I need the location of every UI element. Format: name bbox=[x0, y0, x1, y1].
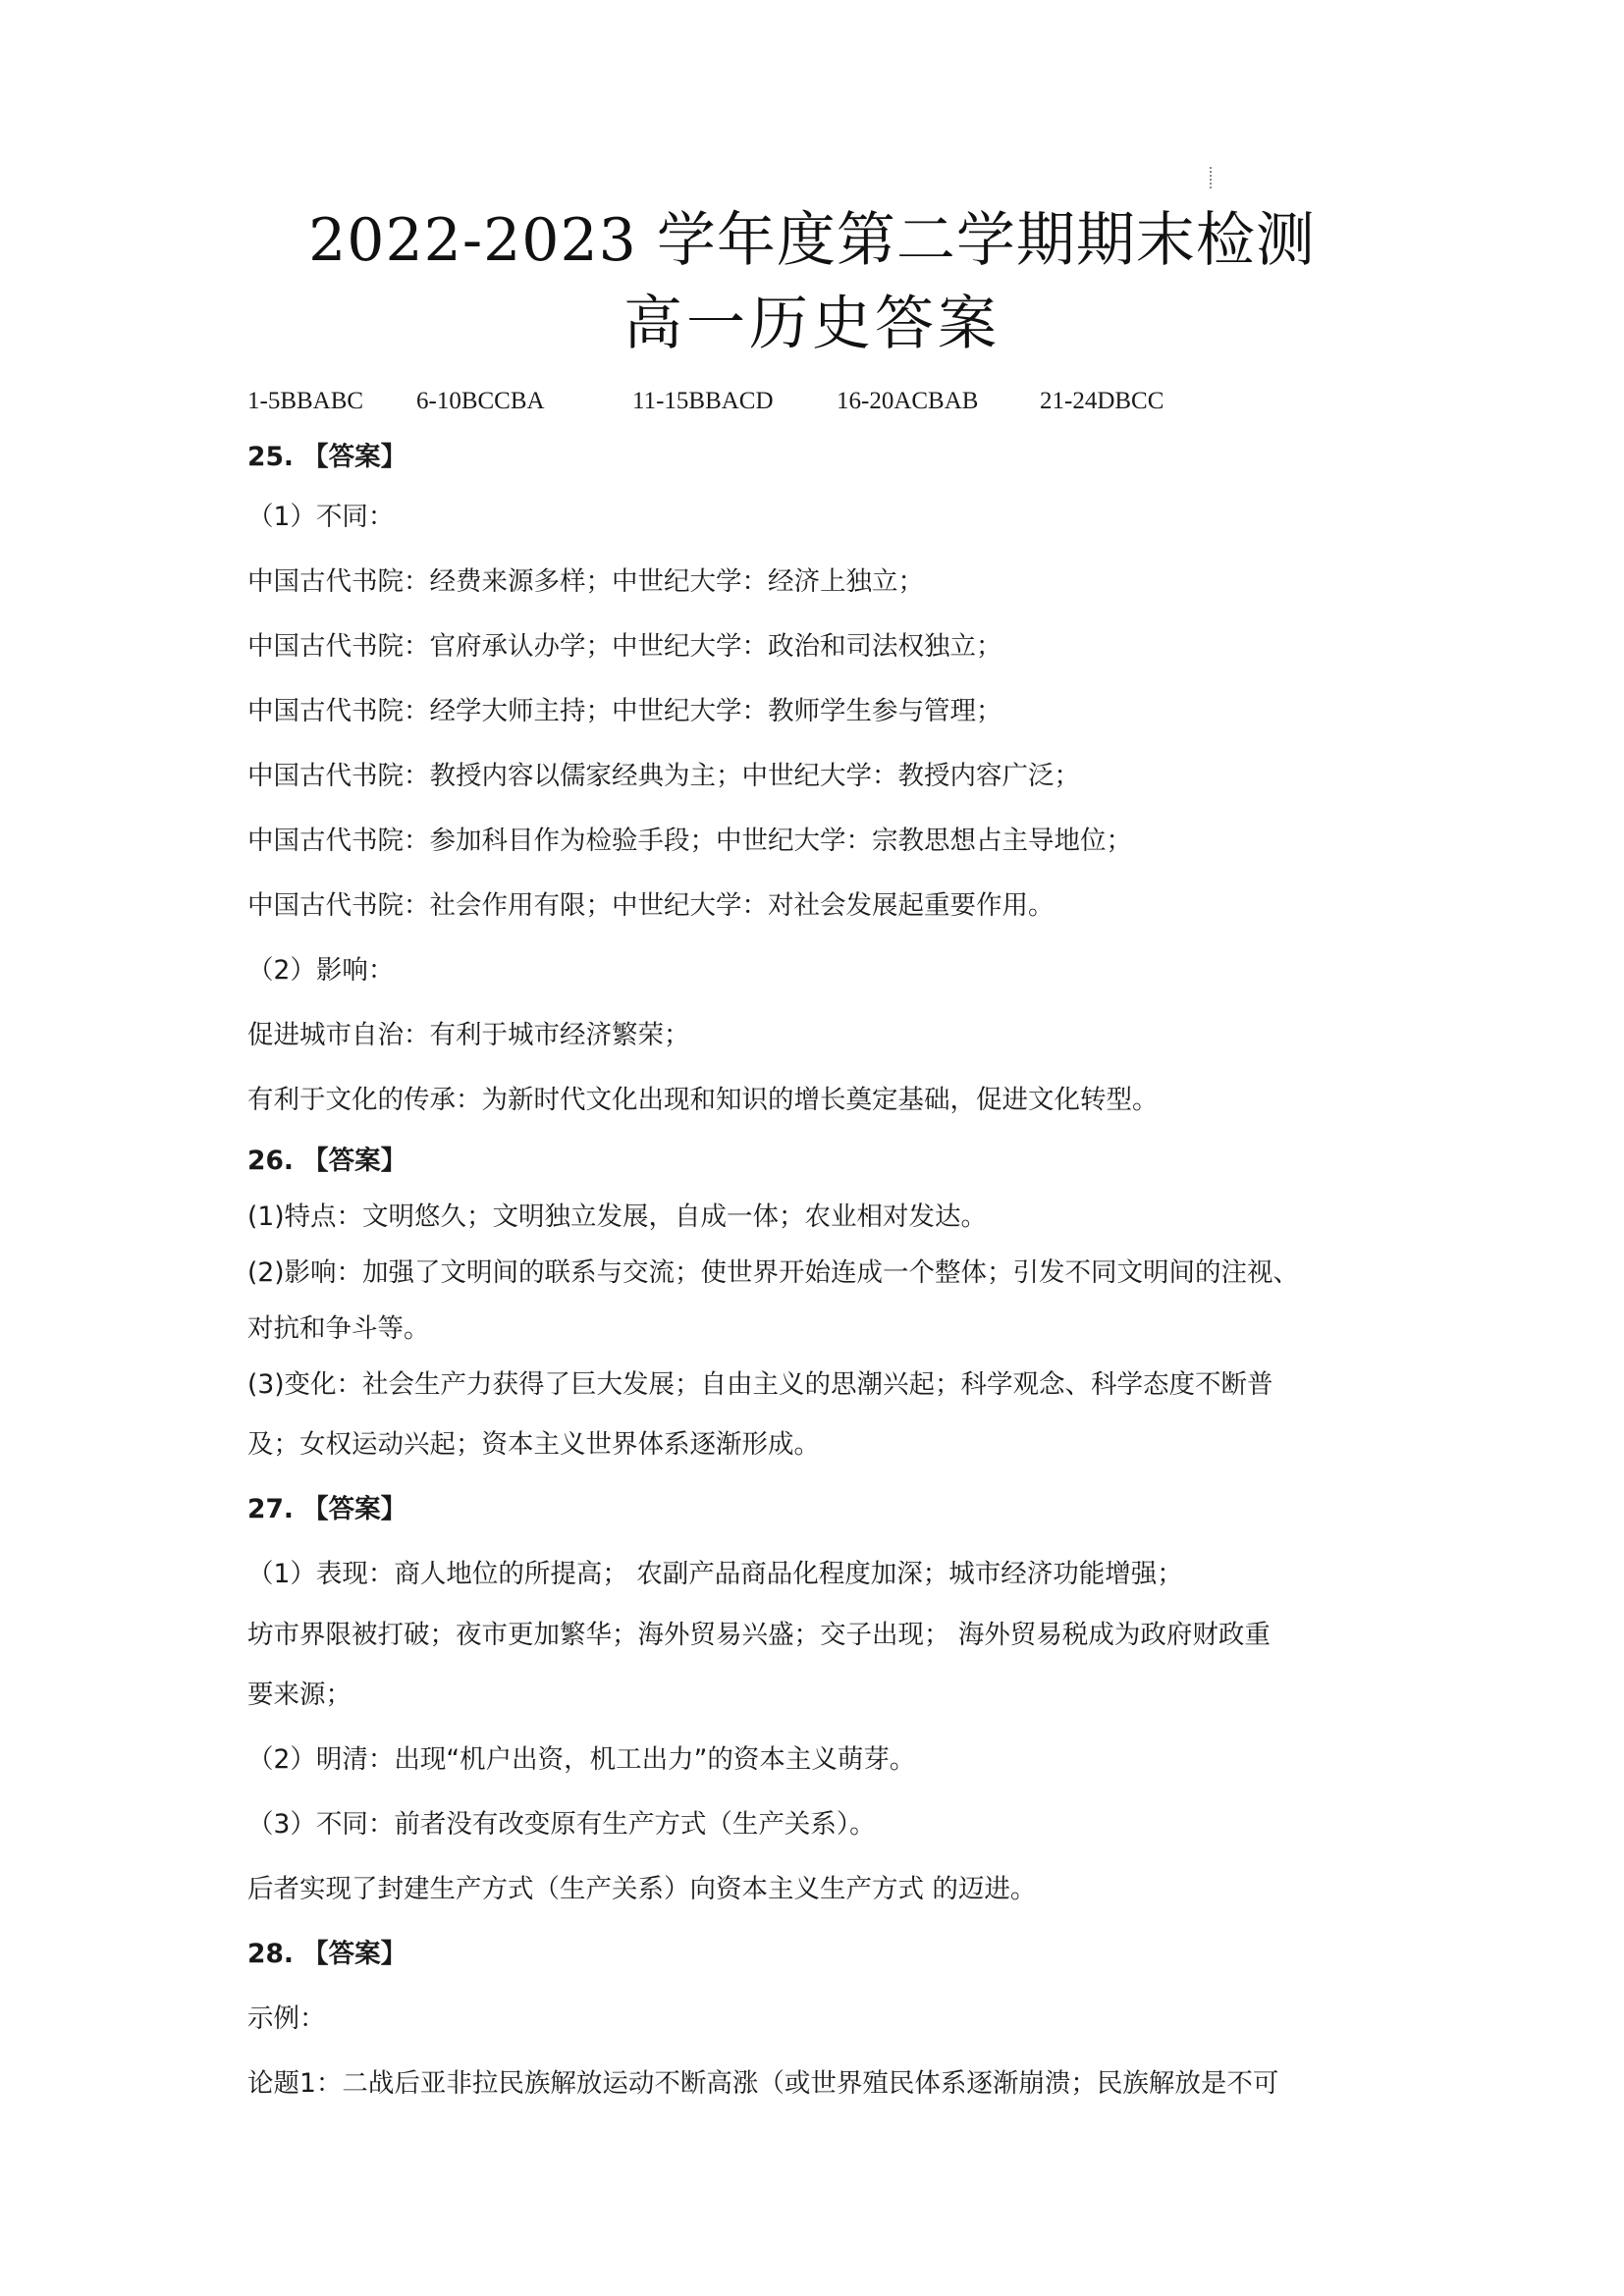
q25-answer-line: 中国古代书院：经学大师主持；中世纪大学：教师学生参与管理； bbox=[247, 696, 1002, 726]
answer-content bbox=[247, 373, 1396, 2116]
q25-answer-line: 促进城市自治：有利于城市经济繁荣； bbox=[247, 1020, 690, 1050]
q26-answer-line: (3)变化：社会生产力获得了巨大发展；自由主义的思潮兴起；科学观念、科学态度不断普 bbox=[247, 1369, 1273, 1400]
mc-answer-group: 1-5BBABC bbox=[247, 388, 364, 414]
q25-part2-label: （2）影响： bbox=[247, 955, 395, 986]
q27-answer-line: 要来源； bbox=[247, 1680, 352, 1710]
page-title: 2022-2023 学年度第二学期期末检测 bbox=[308, 206, 1316, 275]
page-subtitle: 高一历史答案 bbox=[623, 290, 1001, 358]
q25-heading: 25. 【答案】 bbox=[247, 442, 407, 472]
mc-answers-row bbox=[247, 373, 1396, 429]
q27-answer-line: 后者实现了封建生产方式（生产关系）向资本主义生产方式 的迈进。 bbox=[247, 1874, 1037, 1904]
q25-answer-line: 中国古代书院：官府承认办学；中世纪大学：政治和司法权独立； bbox=[247, 631, 1002, 662]
q25-answer-line: 有利于文化的传承：为新时代文化出现和知识的增长奠定基础，促进文化转型。 bbox=[247, 1085, 1159, 1115]
q26-answer-line: (2)影响：加强了文明间的联系与交流；使世界开始连成一个整体；引发不同文明间的注视、 bbox=[247, 1257, 1300, 1288]
mc-answer-group: 11-15BBACD bbox=[632, 388, 774, 414]
scan-mark bbox=[1210, 167, 1214, 188]
mc-answer-group: 16-20ACBAB bbox=[837, 388, 979, 414]
mc-answer-group: 21-24DBCC bbox=[1040, 388, 1164, 414]
mc-answer-group: 6-10BCCBA bbox=[416, 388, 545, 414]
q27-heading: 27. 【答案】 bbox=[247, 1494, 407, 1524]
q27-answer-line: （3）不同：前者没有改变原有生产方式（生产关系）。 bbox=[247, 1809, 876, 1840]
q28-example-label: 示例： bbox=[247, 2003, 326, 2034]
q28-heading: 28. 【答案】 bbox=[247, 1939, 407, 1969]
q27-answer-line: 坊市界限被打破；夜市更加繁华；海外贸易兴盛；交子出现； 海外贸易税成为政府财政重 bbox=[247, 1620, 1271, 1650]
q27-answer-line: （1）表现：商人地位的所提高； 农副产品商品化程度加深；城市经济功能增强； bbox=[247, 1559, 1183, 1589]
q25-answer-line: 中国古代书院：经费来源多样；中世纪大学：经济上独立； bbox=[247, 566, 924, 597]
q25-part1-label: （1）不同： bbox=[247, 502, 395, 532]
q25-answer-line: 中国古代书院：参加科目作为检验手段；中世纪大学：宗教思想占主导地位； bbox=[247, 826, 1132, 856]
q25-answer-line: 中国古代书院：教授内容以儒家经典为主；中世纪大学：教授内容广泛； bbox=[247, 761, 1080, 791]
q26-heading: 26. 【答案】 bbox=[247, 1146, 407, 1176]
q27-answer-line: （2）明清：出现“机户出资，机工出力”的资本主义萌芽。 bbox=[247, 1744, 916, 1775]
q25-answer-line: 中国古代书院：社会作用有限；中世纪大学：对社会发展起重要作用。 bbox=[247, 890, 1055, 921]
q26-answer-line: (1)特点：文明悠久；文明独立发展，自成一体；农业相对发达。 bbox=[247, 1201, 988, 1232]
q26-answer-line: 对抗和争斗等。 bbox=[247, 1313, 430, 1344]
q26-answer-line: 及；女权运动兴起；资本主义世界体系逐渐形成。 bbox=[247, 1429, 820, 1460]
q28-answer-line: 论题1：二战后亚非拉民族解放运动不断高涨（或世界殖民体系逐渐崩溃；民族解放是不可 bbox=[247, 2068, 1279, 2099]
